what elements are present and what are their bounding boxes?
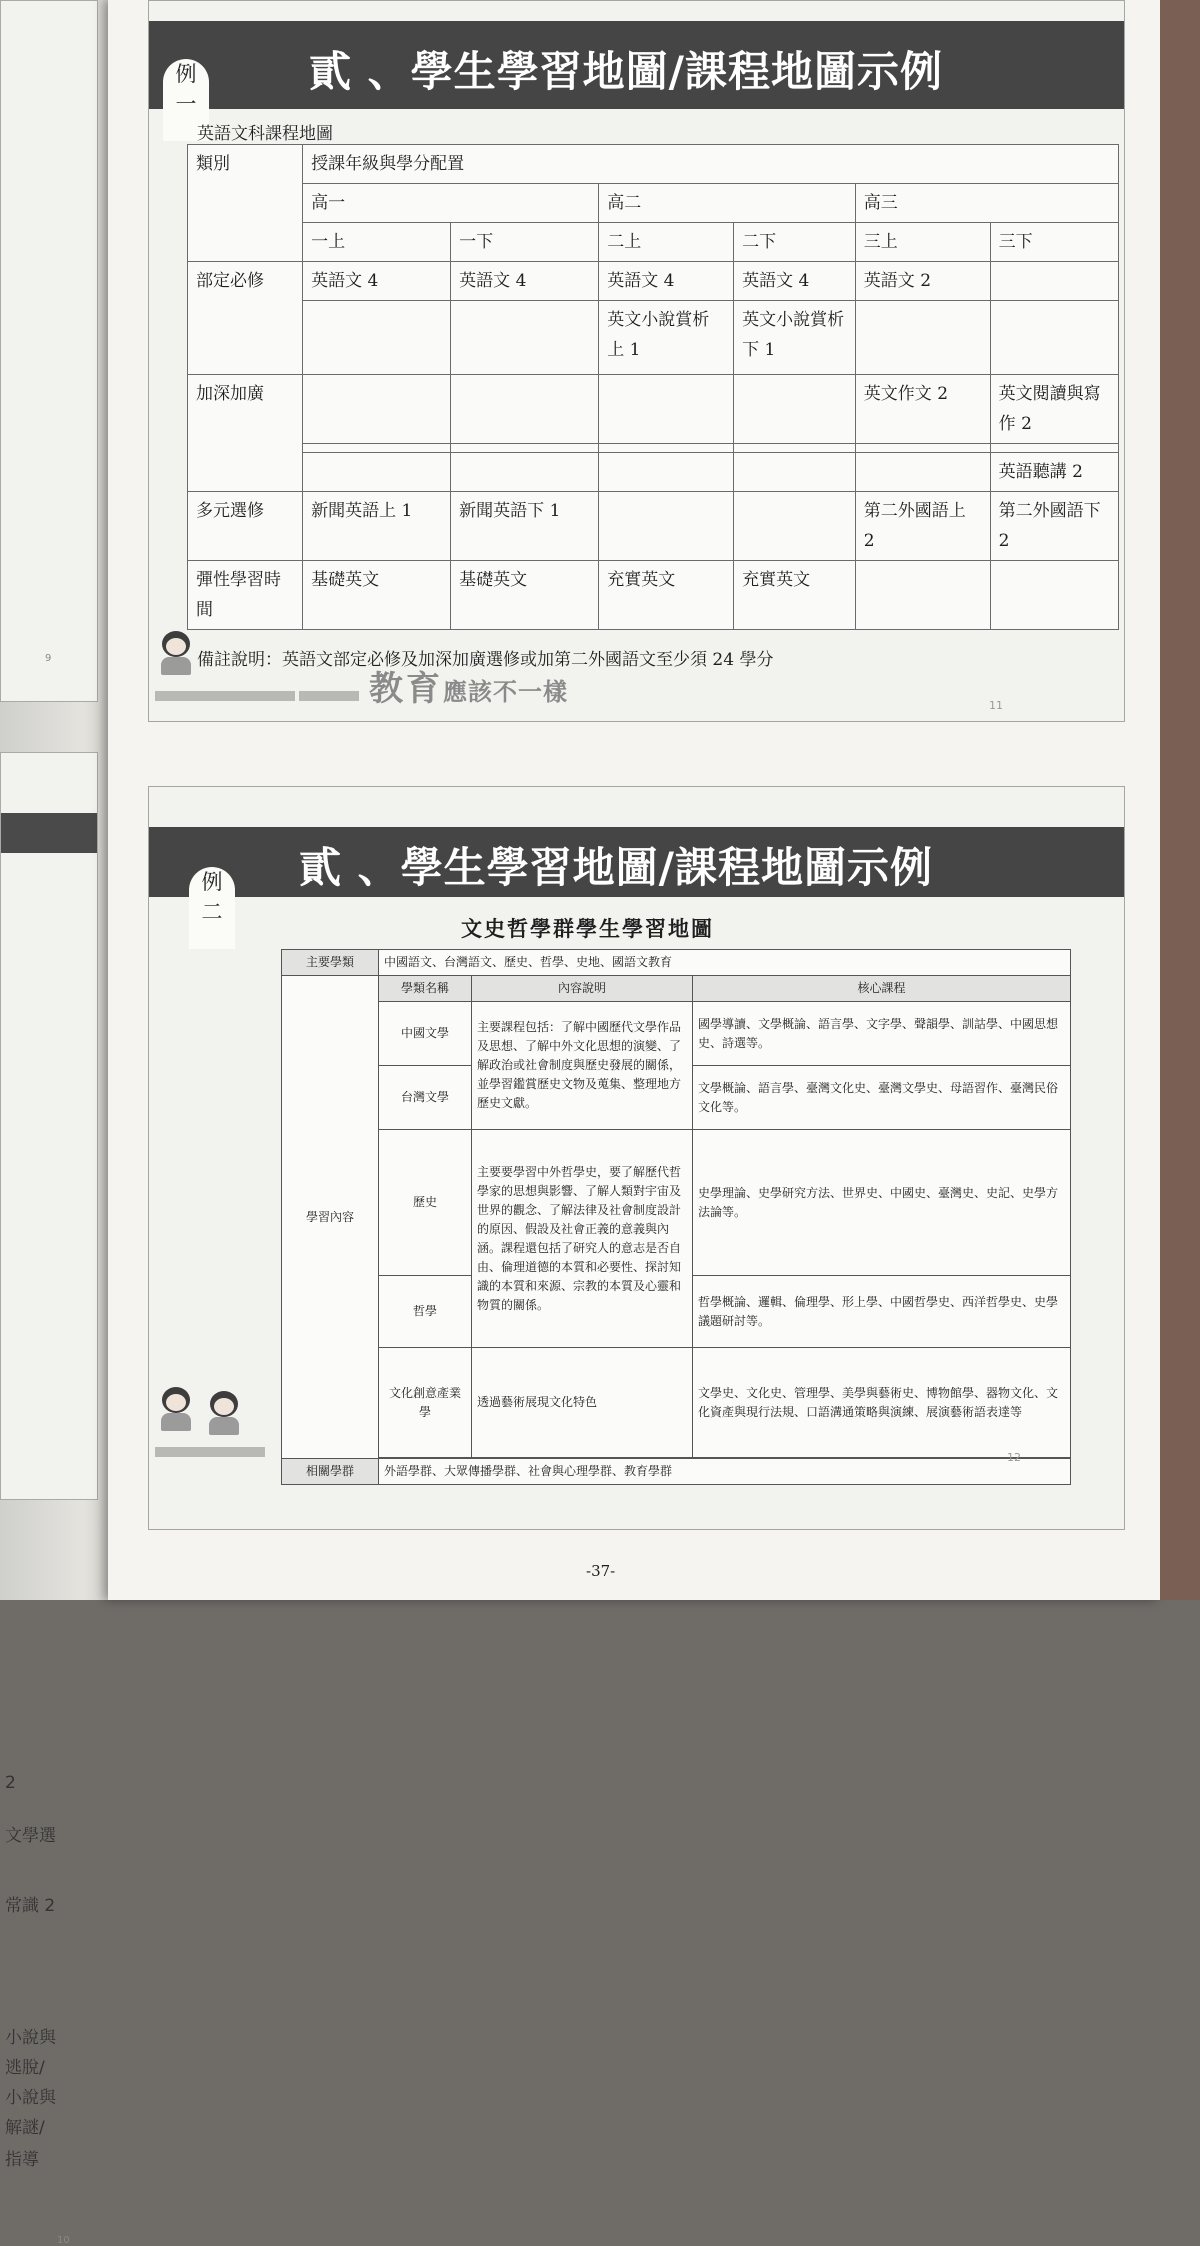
cell — [990, 262, 1118, 301]
cell — [990, 444, 1118, 453]
row-label-required: 部定必修 — [188, 262, 303, 375]
cell: 英文小說賞析上 1 — [599, 301, 734, 375]
cell: 第二外國語上 2 — [855, 492, 990, 561]
example-tab-char: 二 — [201, 900, 223, 924]
discipline-description: 主要課程包括：了解中國歷代文學作品及思想、了解中外文化思想的演變、了解政治或社會制度與歷史發展的關係，並學習鑑賞歷史文物及蒐集、整理地方歷史文獻。 — [472, 1002, 693, 1130]
english-curriculum-table — [187, 144, 1119, 630]
slide-number: 12 — [1007, 1451, 1021, 1464]
left-fragment: 指導 — [5, 2150, 39, 2170]
cell: 英語文 2 — [855, 262, 990, 301]
related-label: 相關學群 — [282, 1459, 379, 1485]
discipline-name: 文化創意產業學 — [379, 1348, 472, 1458]
core-courses: 哲學概論、邏輯、倫理學、形上學、中國哲學史、西洋哲學史、史學議題研討等。 — [693, 1276, 1071, 1348]
map-title: 文史哲學群學生學習地圖 — [461, 916, 714, 941]
cell — [451, 444, 599, 453]
cell — [855, 453, 990, 492]
row-label-elective: 多元選修 — [188, 492, 303, 561]
left-title-band — [1, 813, 97, 853]
left-slide-number: 10 — [57, 2235, 70, 2246]
left-fragment: 常識 2 — [5, 1896, 56, 1916]
cell — [451, 301, 599, 375]
header-allocation: 授課年級與學分配置 — [303, 145, 1119, 184]
table-label: 英語文科課程地圖 — [197, 124, 333, 144]
row-label-flex: 彈性學習時間 — [188, 561, 303, 630]
slide-title: 貳 、學生學習地圖/課程地圖示例 — [309, 47, 943, 96]
cell: 英語文 4 — [303, 262, 451, 301]
cell: 充實英文 — [599, 561, 734, 630]
left-fragment: 2 — [5, 1773, 16, 1793]
header-grade-12: 高三 — [855, 184, 1118, 223]
slogan — [369, 661, 568, 710]
slogan-small: 應該不一樣 — [443, 677, 568, 706]
slide-example-1 — [148, 0, 1125, 722]
cell: 英文小說賞析下 1 — [734, 301, 856, 375]
cell — [451, 453, 599, 492]
cell — [303, 453, 451, 492]
core-courses: 國學導讀、文學概論、語言學、文字學、聲韻學、訓詁學、中國思想史、詩選等。 — [693, 1002, 1071, 1066]
student-illustration — [159, 1387, 193, 1431]
main-category-label: 主要學類 — [282, 950, 379, 976]
content-label: 學習內容 — [282, 976, 379, 1459]
example-tab — [189, 867, 235, 949]
core-courses: 文學概論、語言學、臺灣文化史、臺灣文學史、母語習作、臺灣民俗文化等。 — [693, 1066, 1071, 1130]
left-fragment: 解謎/ — [5, 2118, 45, 2138]
slide-title: 貳 、學生學習地圖/課程地圖示例 — [299, 843, 933, 892]
cell — [990, 301, 1118, 375]
slide-example-2 — [148, 786, 1125, 1530]
discipline-name: 歷史 — [379, 1130, 472, 1276]
cell — [734, 375, 856, 444]
core-courses: 文學史、文化史、管理學、美學與藝術史、博物館學、器物文化、文化資產與現行法規、口語溝通策略與演練、展演藝術語表達等 — [693, 1348, 1071, 1458]
cell: 英語聽講 2 — [990, 453, 1118, 492]
left-fragment: 小說與 — [5, 2088, 56, 2108]
left-fragment: 文學選 — [5, 1826, 56, 1846]
left-fragment: 逃脫/ — [5, 2058, 45, 2078]
cell: 基礎英文 — [451, 561, 599, 630]
cell — [451, 375, 599, 444]
discipline-name: 哲學 — [379, 1276, 472, 1348]
example-tab-char: 例 — [201, 870, 223, 894]
example-tab-char: 例 — [175, 62, 197, 86]
cell — [855, 444, 990, 453]
cell — [303, 301, 451, 375]
col-header: 內容說明 — [472, 976, 693, 1002]
header-semester: 一上 — [303, 223, 451, 262]
header-grade-11: 高二 — [599, 184, 856, 223]
humanities-learning-map-table — [281, 949, 1071, 1485]
left-fragment: 小說與 — [5, 2028, 56, 2048]
cell: 新聞英語下 1 — [451, 492, 599, 561]
left-slide-number: 9 — [45, 653, 52, 664]
row-label-advanced: 加深加廣 — [188, 375, 303, 492]
cell: 英語文 4 — [451, 262, 599, 301]
cell — [990, 561, 1118, 630]
cell: 英語文 4 — [599, 262, 734, 301]
header-category: 類別 — [188, 145, 303, 262]
main-category-value: 中國語文、台灣語文、歷史、哲學、史地、國語文教育 — [379, 950, 1071, 976]
cell — [303, 444, 451, 453]
header-grade-10: 高一 — [303, 184, 599, 223]
slogan-big: 教育 — [369, 669, 443, 709]
cell — [734, 453, 856, 492]
cell: 英文作文 2 — [855, 375, 990, 444]
cell: 英語文 4 — [734, 262, 856, 301]
discipline-name: 台灣文學 — [379, 1066, 472, 1130]
desk-illustration — [155, 1447, 265, 1457]
desk-illustration — [155, 691, 295, 701]
cell — [599, 375, 734, 444]
cell — [303, 375, 451, 444]
header-semester: 二下 — [734, 223, 856, 262]
discipline-description: 主要要學習中外哲學史，要了解歷代哲學家的思想與影響、了解人類對宇宙及世界的觀念、了解法律及社會制度設計的原因、假設及社會正義的意義與內涵。課程還包括了研究人的意志是否自由、倫理道德的本質和必要性、探討知識的本質和來源、宗教的本質及心靈和物質的關係。 — [472, 1130, 693, 1348]
left-slide-bottom — [0, 752, 98, 2246]
cell — [599, 444, 734, 453]
desk-illustration — [299, 691, 359, 701]
cell — [599, 453, 734, 492]
cell — [855, 301, 990, 375]
cell — [734, 492, 856, 561]
related-value: 外語學群、大眾傳播學群、社會與心理學群、教育學群 — [379, 1459, 1071, 1485]
page-number: -37- — [586, 1562, 616, 1580]
col-header: 核心課程 — [693, 976, 1071, 1002]
cell: 新聞英語上 1 — [303, 492, 451, 561]
header-semester: 三上 — [855, 223, 990, 262]
example-tab-char: 一 — [175, 92, 197, 116]
cell: 英文閱讀與寫作 2 — [990, 375, 1118, 444]
header-semester: 一下 — [451, 223, 599, 262]
table-note: 備註說明：英語文部定必修及加深加廣選修或加第二外國語文至少須 24 學分 — [197, 650, 774, 670]
discipline-description: 透過藝術展現文化特色 — [472, 1348, 693, 1458]
header-semester: 二上 — [599, 223, 734, 262]
header-semester: 三下 — [990, 223, 1118, 262]
student-illustration — [207, 1391, 241, 1435]
discipline-name: 中國文學 — [379, 1002, 472, 1066]
left-page — [0, 0, 110, 2246]
background-edge — [1160, 0, 1200, 1600]
col-header: 學類名稱 — [379, 976, 472, 1002]
left-slide-top — [0, 0, 98, 702]
cell: 基礎英文 — [303, 561, 451, 630]
student-illustration — [159, 631, 193, 675]
slide-number: 11 — [989, 699, 1003, 712]
cell: 第二外國語下 2 — [990, 492, 1118, 561]
cell — [734, 444, 856, 453]
core-courses: 史學理論、史學研究方法、世界史、中國史、臺灣史、史記、史學方法論等。 — [693, 1130, 1071, 1276]
cell — [855, 561, 990, 630]
cell — [599, 492, 734, 561]
book-page — [108, 0, 1160, 1600]
cell: 充實英文 — [734, 561, 856, 630]
